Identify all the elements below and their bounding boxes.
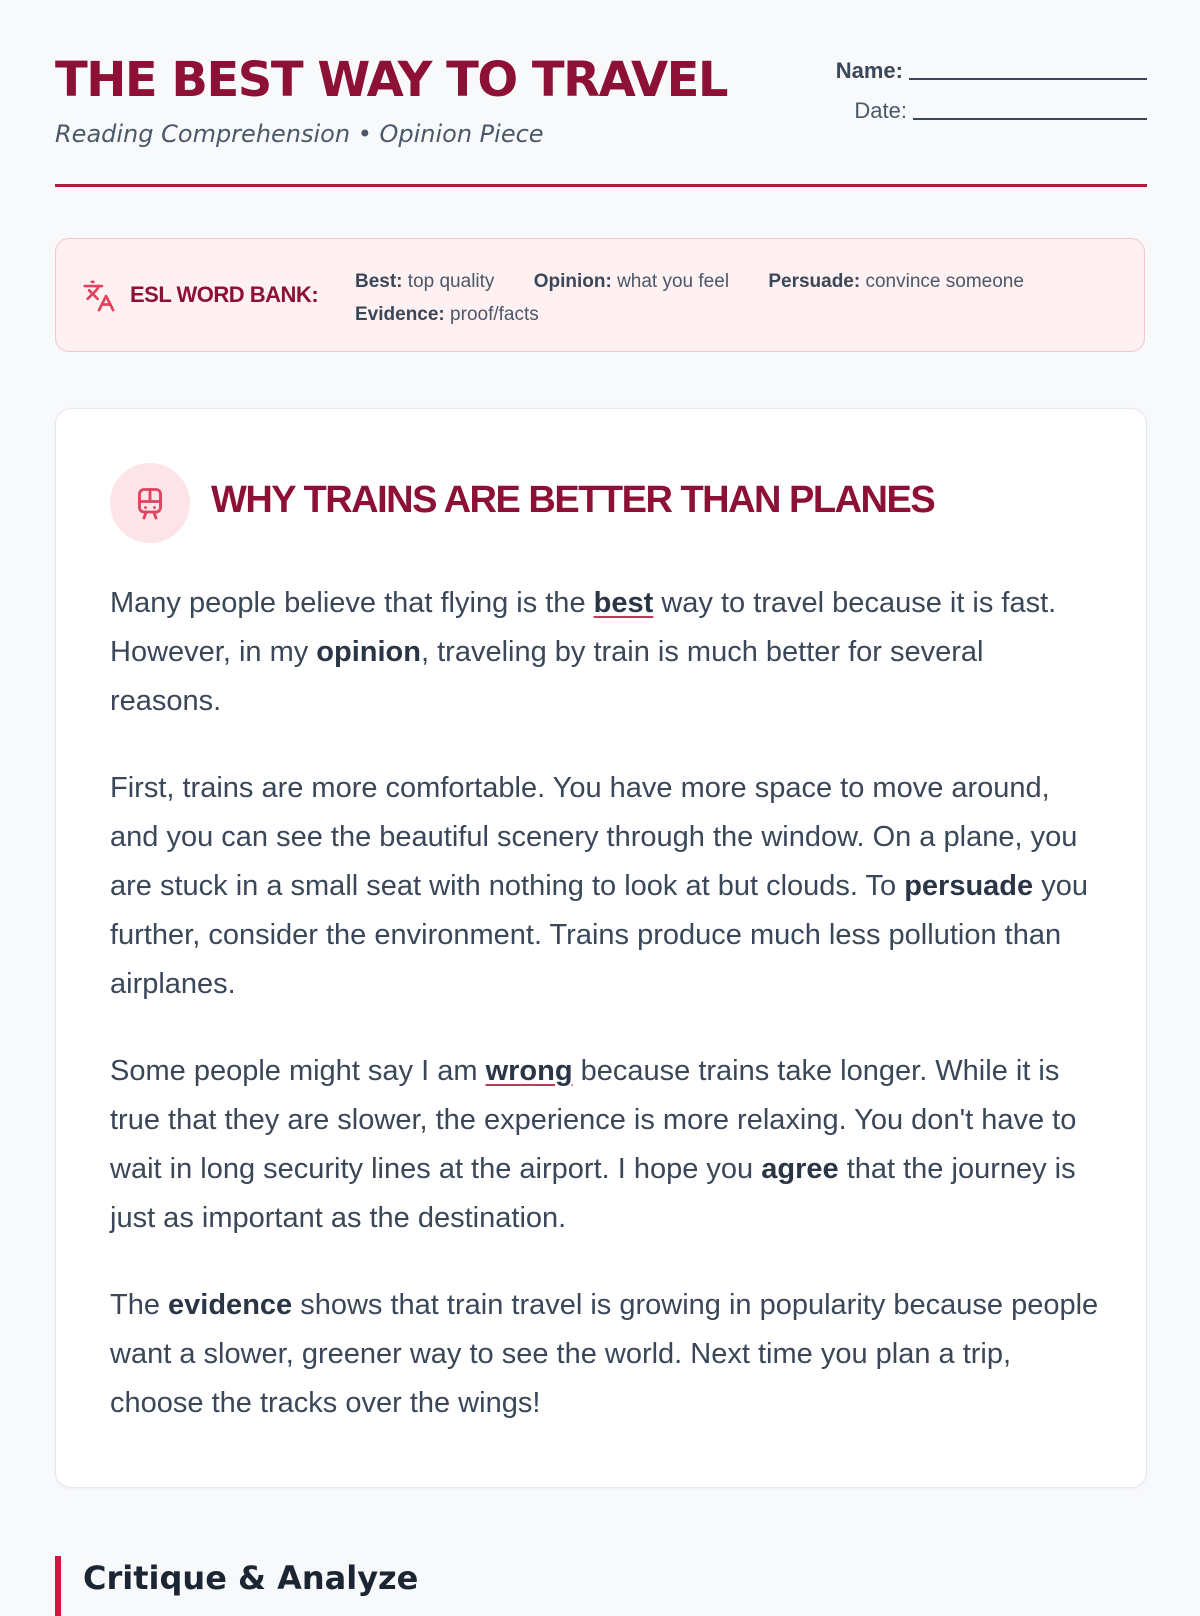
article-paragraph: Some people might say I am wrong because trains take longer. While it is true that they are slower, the experience is more relaxing. You don't have to wait in long security lines at the airport. I hope you agree that the journey is just as important as the destination. bbox=[110, 1055, 1077, 1234]
date-line[interactable] bbox=[913, 118, 1147, 120]
student-fields bbox=[836, 56, 1147, 136]
article-paragraph: Many people believe that flying is the best way to travel because it is fast. However, in my opinion, traveling by train is much better for several reasons. bbox=[110, 587, 1057, 717]
worksheet-page bbox=[55, 0, 1147, 1597]
article-paragraph: The evidence shows that train travel is growing in popularity because people want a slower, greener way to see the world. Next time you plan a trip, choose the tracks over the wings! bbox=[110, 1289, 1099, 1419]
article-icon-circle bbox=[110, 463, 190, 543]
date-label: Date: bbox=[854, 98, 907, 123]
word-bank-term: Evidence: proof/facts bbox=[355, 304, 539, 325]
keyword: best bbox=[593, 587, 654, 619]
section-heading bbox=[55, 1556, 418, 1616]
keyword: persuade bbox=[904, 870, 1034, 902]
article-paragraph: First, trains are more comfortable. You have more space to move around, and you can see the beautiful scenery through the window. On a plane, you are stuck in a small seat with nothing to look at but clouds. To persuade you further, consider the environment. Trains produce much less pollution than airplanes. bbox=[110, 772, 1088, 1000]
worksheet-header bbox=[55, 0, 1147, 187]
keyword: evidence bbox=[168, 1289, 293, 1321]
keyword: wrong bbox=[485, 1055, 573, 1087]
word-bank-term: Persuade: convince someone bbox=[768, 271, 1024, 292]
word-bank-term: Opinion: what you feel bbox=[533, 271, 730, 292]
page-subtitle: Reading Comprehension • Opinion Piece bbox=[55, 120, 544, 148]
translate-icon bbox=[82, 279, 116, 313]
train-icon bbox=[132, 485, 168, 521]
page-title: THE BEST WAY TO TRAVEL bbox=[55, 52, 727, 108]
keyword: opinion bbox=[316, 636, 421, 668]
keyword: agree bbox=[761, 1153, 839, 1185]
word-bank-terms bbox=[355, 265, 1125, 331]
name-line[interactable] bbox=[909, 78, 1147, 80]
article-card bbox=[55, 408, 1147, 1488]
name-field bbox=[836, 56, 1147, 96]
esl-word-bank bbox=[55, 238, 1145, 352]
word-bank-term: Best: top quality bbox=[355, 271, 495, 292]
date-field bbox=[836, 96, 1147, 136]
name-label: Name: bbox=[835, 58, 903, 83]
section-title: Critique & Analyze bbox=[83, 1559, 419, 1597]
word-bank-label: ESL WORD BANK: bbox=[130, 282, 319, 307]
article-title: WHY TRAINS ARE BETTER THAN PLANES bbox=[211, 479, 935, 521]
article-body bbox=[110, 579, 1100, 1428]
